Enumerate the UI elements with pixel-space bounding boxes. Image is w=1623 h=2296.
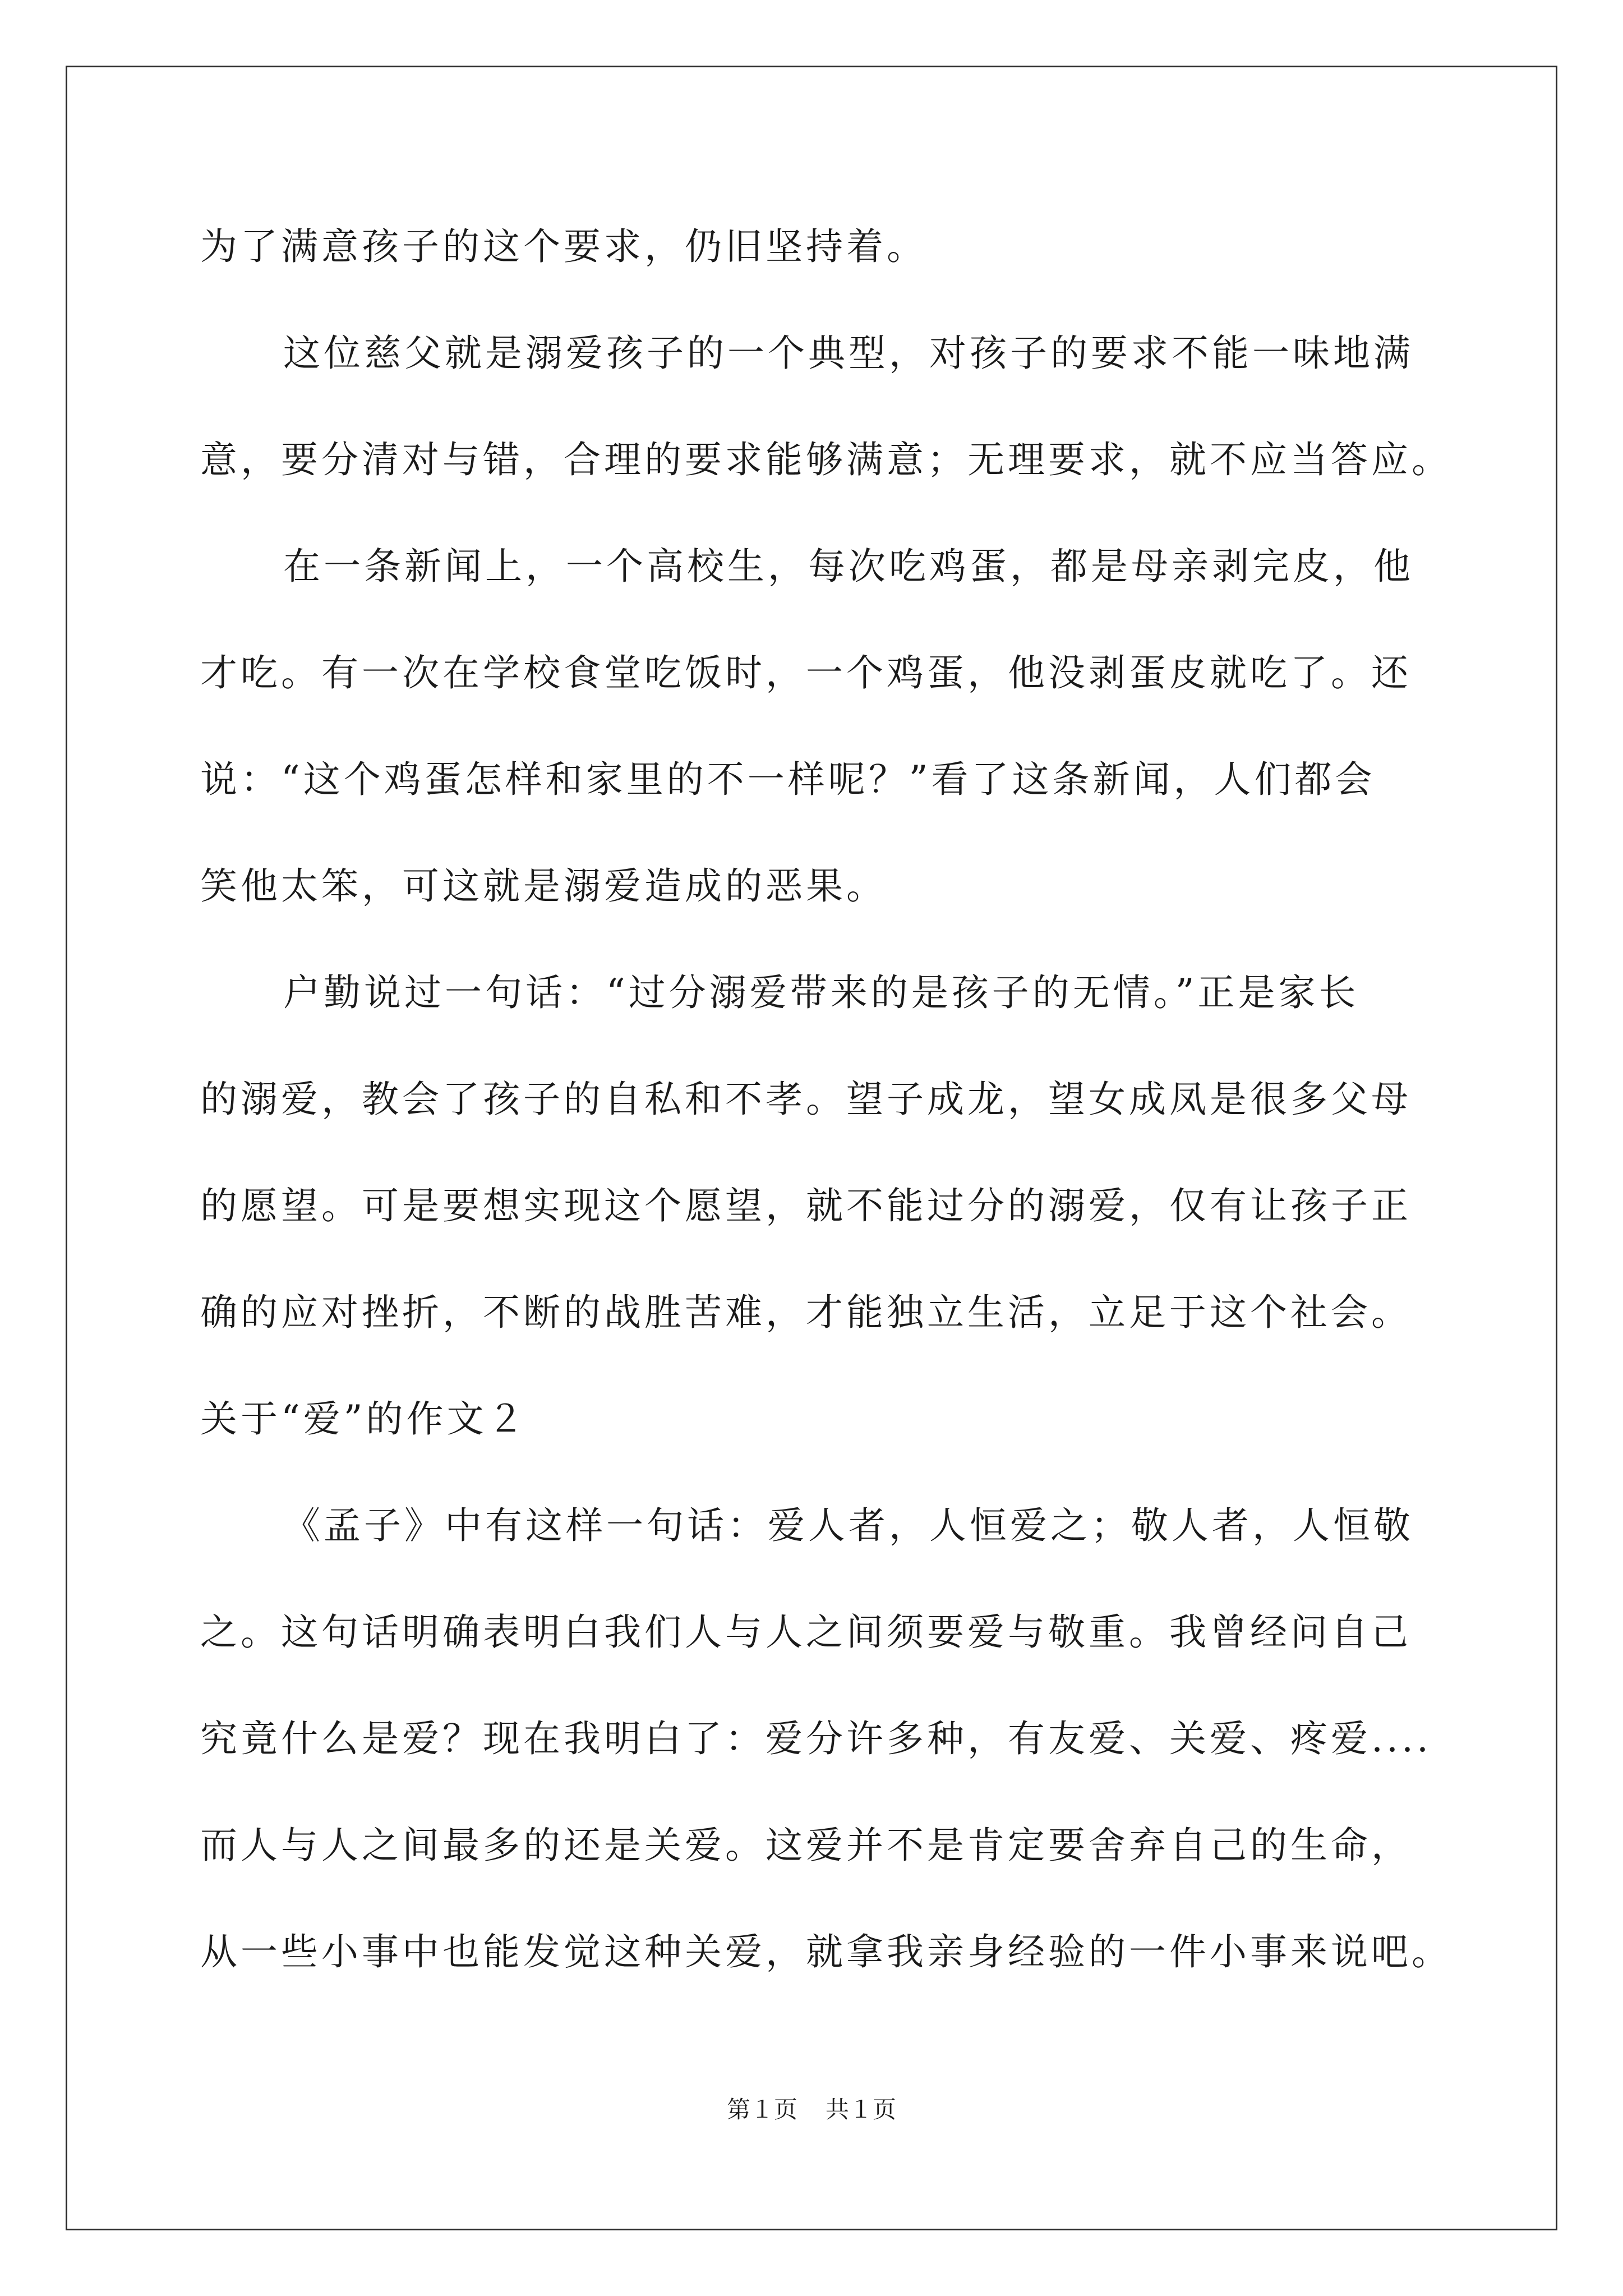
page-footer — [0, 2093, 1623, 2127]
text-line: 的溺爱，教会了孩子的自私和不孝。望子成龙，望女成凤是很多父母 — [200, 1078, 1412, 1121]
text-line: 的愿望。可是要想实现这个愿望，就不能过分的溺爱，仅有让孩子正 — [200, 1184, 1412, 1227]
text-line: 确的应对挫折，不断的战胜苦难，才能独立生活，立足于这个社会。 — [200, 1291, 1412, 1334]
text-line: 而人与人之间最多的还是关爱。这爱并不是肯定要舍弃自己的生命， — [200, 1824, 1412, 1867]
text-line: 从一些小事中也能发觉这种关爱，就拿我亲身经验的一件小事来说吧。 — [200, 1930, 1452, 1973]
page-total: 共１页 — [826, 2097, 897, 2123]
text-line: 究竟什么是爱？现在我明白了：爱分许多种，有友爱、关爱、疼爱.... — [200, 1717, 1432, 1760]
text-line: 笑他太笨，可这就是溺爱造成的恶果。 — [200, 864, 887, 908]
text-line: 才吃。有一次在学校食堂吃饭时，一个鸡蛋，他没剥蛋皮就吃了。还 — [200, 651, 1412, 694]
text-line: 意，要分清对与错，合理的要求能够满意；无理要求，就不应当答应。 — [200, 438, 1452, 481]
text-line: 之。这句话明确表明白我们人与人之间须要爱与敬重。我曾经问自己 — [200, 1611, 1412, 1654]
page-border — [66, 66, 1557, 2230]
text-line: 为了满意孩子的这个要求，仍旧坚持着。 — [200, 225, 927, 268]
section-heading: 关于“爱”的作文２ — [200, 1397, 528, 1441]
paragraph-start-line: 户勤说过一句话：“过分溺爱带来的是孩子的无情。”正是家长 — [283, 971, 1359, 1014]
page-number: 第１页 — [726, 2097, 797, 2123]
paragraph-start-line: 《孟子》中有这样一句话：爱人者，人恒爱之；敬人者，人恒敬 — [283, 1504, 1414, 1547]
text-line: 说：“这个鸡蛋怎样和家里的不一样呢？”看了这条新闻，人们都会 — [200, 758, 1376, 801]
paragraph-start-line: 在一条新闻上，一个高校生，每次吃鸡蛋，都是母亲剥完皮，他 — [283, 545, 1414, 588]
paragraph-start-line: 这位慈父就是溺爱孩子的一个典型，对孩子的要求不能一味地满 — [283, 332, 1414, 375]
